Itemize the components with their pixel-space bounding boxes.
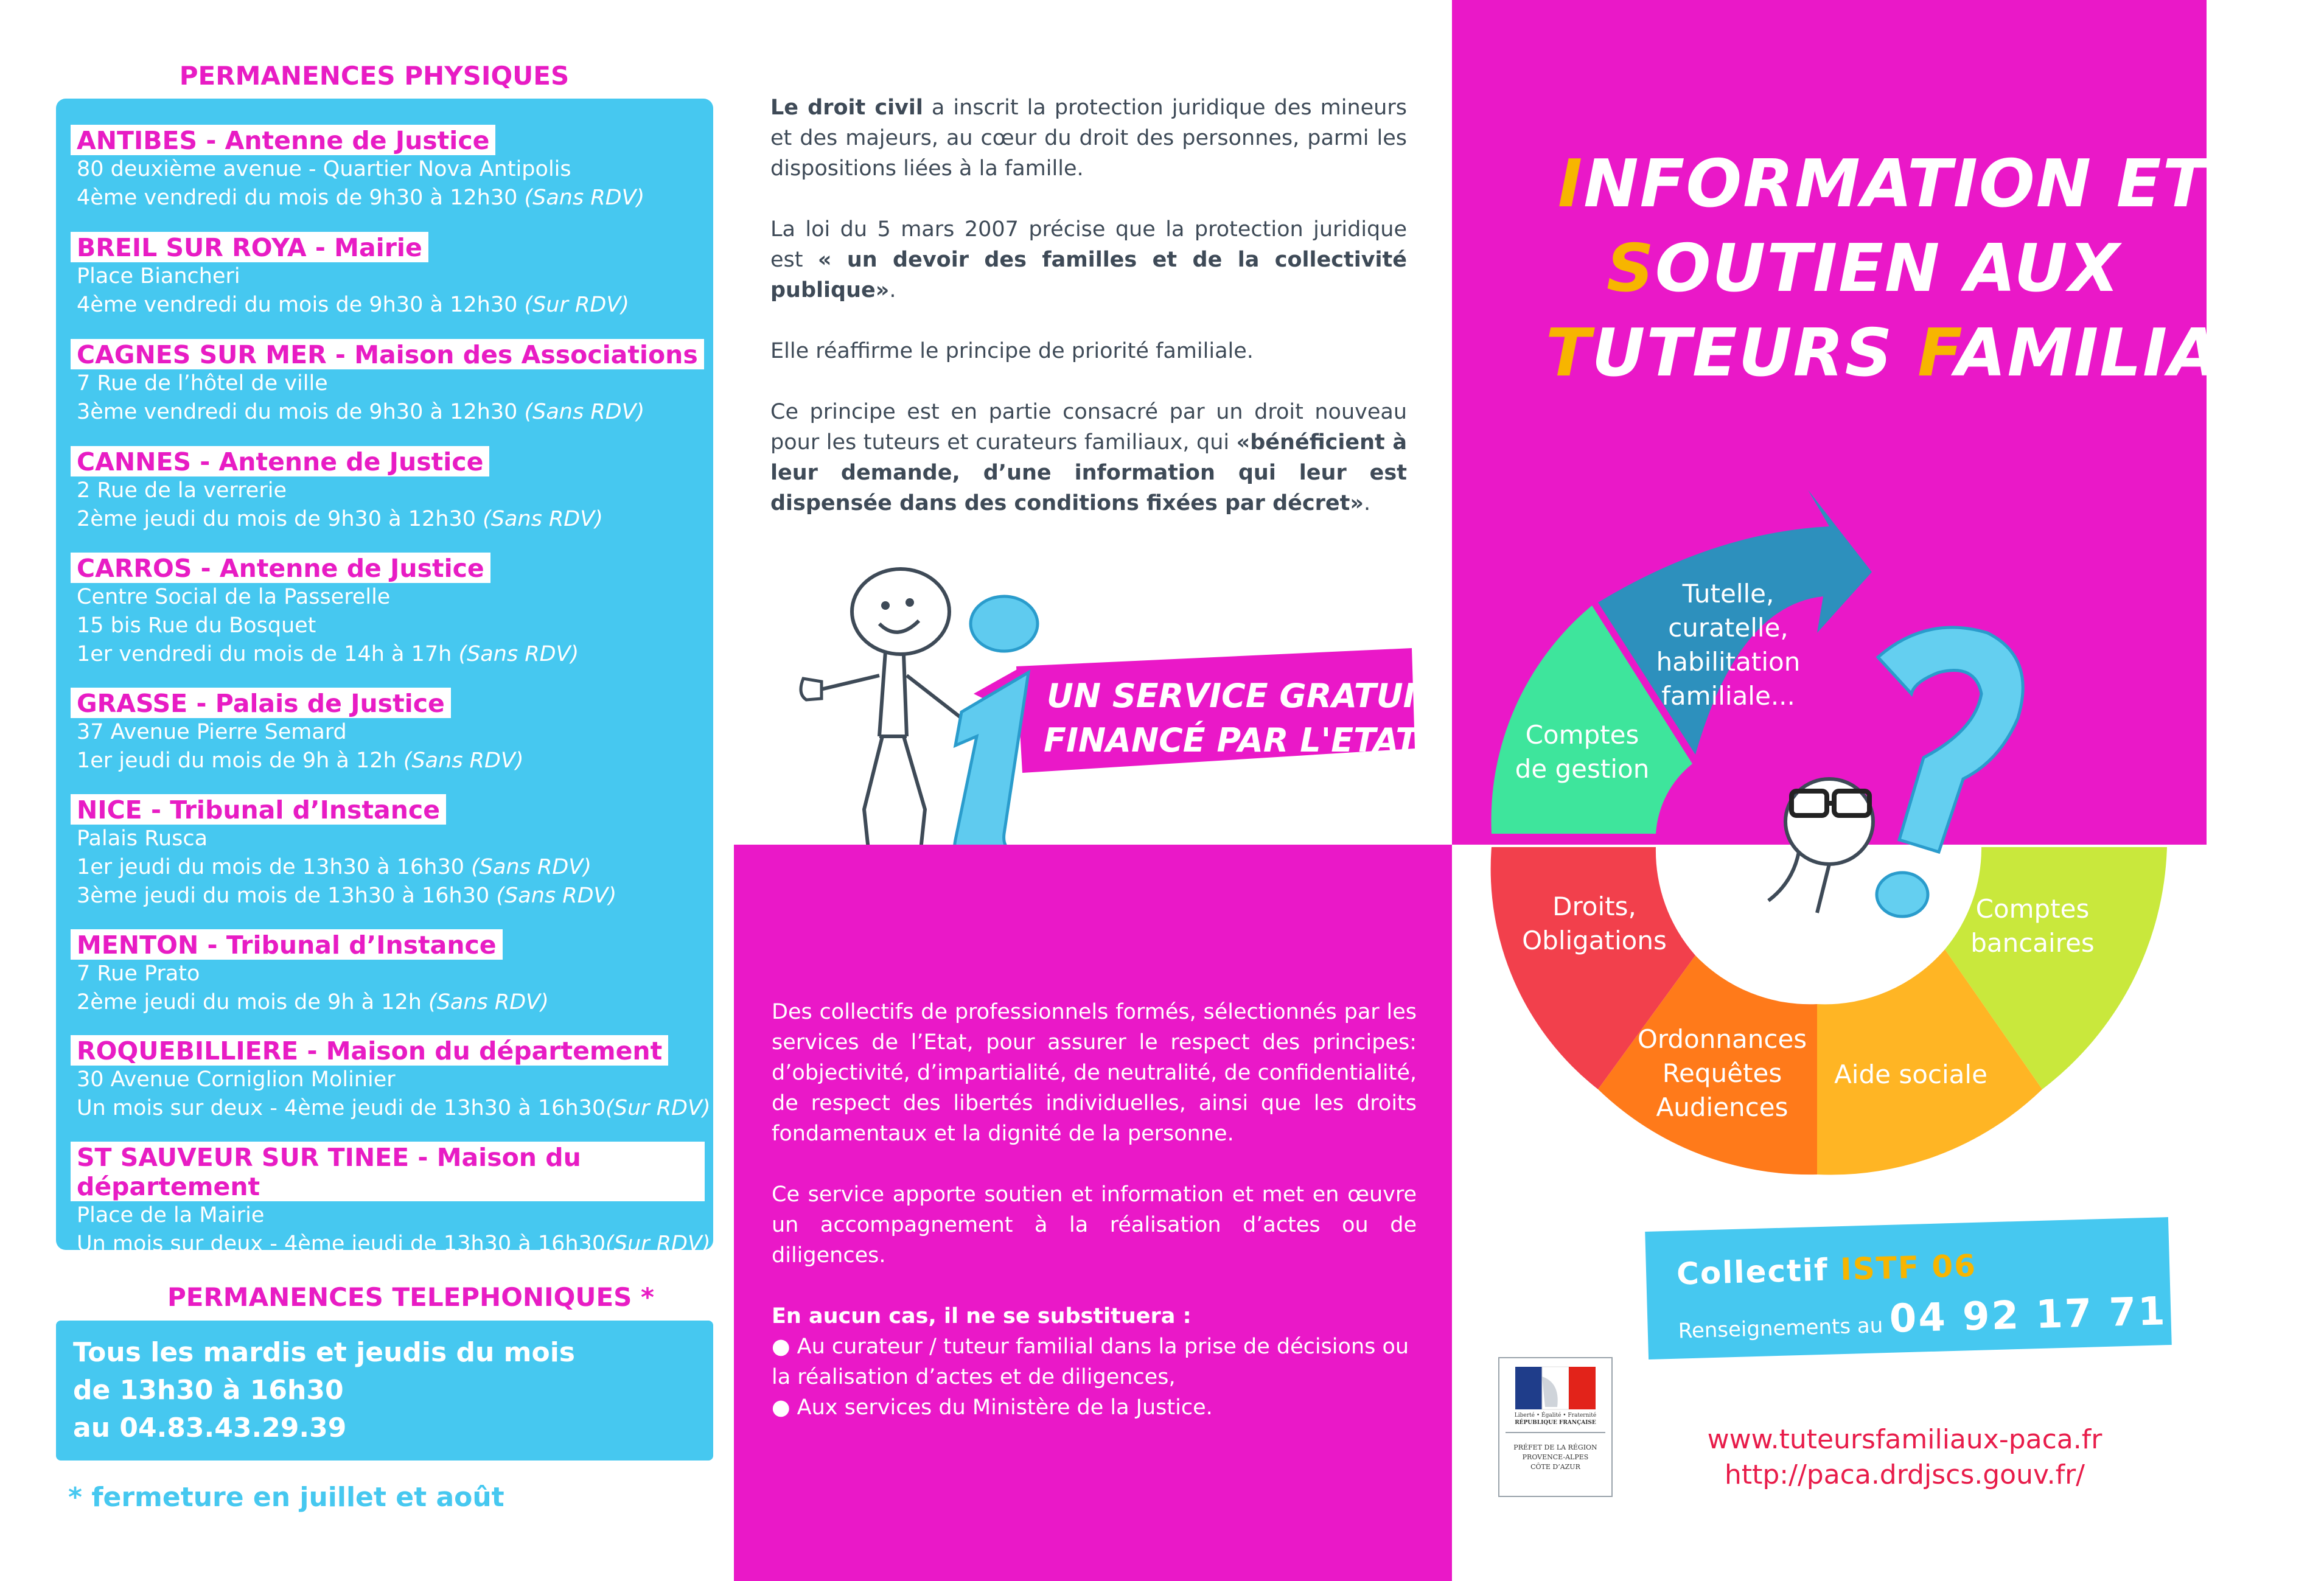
label-droits: Droits, Obligations (1522, 892, 1667, 955)
prefet-line-2: PROVENCE-ALPES (1522, 1453, 1589, 1461)
rdv-note: (Sans RDV) (471, 855, 591, 879)
rdv-note: (Sans RDV) (524, 400, 645, 424)
prefet-line-1: PRÉFET DE LA RÉGION (1513, 1443, 1597, 1451)
paragraph-principe: Ce principe est en partie consacré par un droit nouveau pour les tuteurs et curateurs familiaux, qui «bénéficient à leur demande, d’une information qui leur est dispensée dans des conditions fixées par décret». (770, 400, 1407, 515)
location-detail-text: 7 Rue Prato (77, 962, 200, 986)
location-detail-text: 30 Avenue Corniglion Molinier (77, 1067, 396, 1092)
tel-line: au 04.83.43.29.39 (73, 1412, 347, 1443)
location-name: ST SAUVEUR SUR TINEE - Maison du département (71, 1142, 705, 1201)
rdv-note: (Sans RDV) (496, 884, 617, 908)
prefet-logo (1498, 1357, 1613, 1497)
bullet-item: ● Aux services du Ministère de la Justice. (772, 1395, 1213, 1420)
location-detail (71, 155, 705, 184)
rdv-note: (Sans RDV) (524, 186, 645, 210)
location-detail-text: 1er vendredi du mois de 14h à 17h (77, 642, 459, 666)
location-detail (71, 612, 705, 640)
location-detail-text: 4ème vendredi du mois de 9h30 à 12h30 (77, 293, 525, 317)
location-detail-text: 2 Rue de la verrerie (77, 478, 287, 503)
location-detail-text: 7 Rue de l’hôtel de ville (77, 371, 328, 396)
location-detail (71, 583, 705, 612)
rdv-note: (Sans RDV) (403, 749, 524, 773)
location-detail (71, 1230, 711, 1258)
paragraph-aucun-cas: En aucun cas, il ne se substituera : (772, 1304, 1192, 1328)
telephone-title: PERMANENCES TELEPHONIQUES * (167, 1282, 655, 1312)
title-line-2: SOUTIEN AUX (1607, 231, 2121, 307)
location-detail-text: Place Biancheri (77, 264, 240, 288)
location-detail (71, 291, 705, 319)
location-name: CANNES - Antenne de Justice (71, 446, 489, 476)
location-name: CARROS - Antenne de Justice (71, 553, 490, 583)
location-detail-text: 15 bis Rue du Bosquet (77, 613, 316, 638)
telephone-box (56, 1321, 713, 1461)
location-detail (71, 505, 705, 534)
location-name: CAGNES SUR MER - Maison des Associations (71, 339, 704, 369)
location-detail (71, 398, 705, 427)
location-detail (71, 476, 705, 505)
paragraph-service: Ce service apporte soutien et information et met en œuvre un accompagnement à la réalisation d’actes ou de diligences. (772, 1182, 1417, 1268)
location-name: GRASSE - Palais de Justice (71, 688, 451, 718)
location-detail (71, 718, 705, 747)
location-detail (71, 184, 705, 212)
location-detail (71, 825, 705, 853)
location-block (71, 794, 705, 910)
label-comptes-bancaires: Comptes bancaires (1970, 894, 2095, 958)
prefet-line-3: CÔTE D’AZUR (1530, 1463, 1580, 1471)
location-block (71, 232, 705, 319)
main-title (1546, 146, 2324, 391)
marianne-logo (1499, 1358, 1611, 1496)
location-name: ROQUEBILLIERE - Maison du département (71, 1035, 668, 1066)
prefet-republique: RÉPUBLIQUE FRANÇAISE (1515, 1420, 1596, 1426)
location-detail-text: 4ème vendredi du mois de 9h30 à 12h30 (77, 186, 525, 210)
location-name: NICE - Tribunal d’Instance (71, 794, 446, 825)
intro-text (770, 92, 1407, 518)
rdv-note: (Sur RDV) (524, 293, 629, 317)
location-detail (71, 960, 705, 988)
location-detail-text: Place de la Mairie (77, 1203, 265, 1227)
location-detail-text: 2ème jeudi du mois de 9h30 à 12h30 (77, 507, 483, 531)
location-detail-text: 1er jeudi du mois de 9h à 12h (77, 749, 403, 773)
website-link[interactable]: www.tuteursfamiliaux-paca.fr (1707, 1424, 2102, 1455)
info-dot (971, 596, 1038, 651)
location-name: BREIL SUR ROYA - Mairie (71, 232, 428, 262)
banner-line-1: UN SERVICE GRATUIT (1047, 677, 1438, 715)
rdv-note: (Sur RDV) (605, 1232, 711, 1256)
location-detail-text: 37 Avenue Pierre Semard (77, 720, 347, 744)
location-detail (71, 369, 705, 398)
location-detail-text: 1er jeudi du mois de 13h30 à 16h30 (77, 855, 472, 879)
thumbs-up-icon (801, 679, 822, 700)
location-block (71, 1035, 711, 1123)
location-block (71, 688, 705, 775)
paragraph-collectifs: Des collectifs de professionnels formés, sélectionnés par les services de l’Etat, pour assurer le respect des principes: d’objectivité, d’impartialité, de neutralité, de confidentialité, de respect des libertés individuelles, ainsi que les droits fondamentaux et la dignité de la personne. (772, 1000, 1417, 1146)
banner-line-2: FINANCÉ PAR L'ETAT (1044, 721, 1418, 759)
title-line-3: TUTEURS FAMILIAUX (1546, 315, 2324, 391)
location-detail-text: 3ème vendredi du mois de 9h30 à 12h30 (77, 400, 525, 424)
location-block (71, 1142, 711, 1258)
rdv-note: (Sans RDV) (458, 642, 579, 666)
location-block (71, 929, 705, 1017)
rdv-note: (Sur RDV) (605, 1096, 711, 1120)
location-block (71, 553, 705, 669)
location-block (71, 446, 705, 534)
drdjscs-link[interactable]: http://paca.drdjscs.gouv.fr/ (1724, 1459, 2085, 1490)
bullet-item: ● Au curateur / tuteur familial dans la prise de décisions ou la réalisation d’actes et de diligences, (772, 1335, 1409, 1389)
footnote: * fermeture en juillet et août (68, 1482, 504, 1513)
rdv-note: (Sans RDV) (483, 507, 603, 531)
figure-eye-left (881, 601, 890, 610)
location-detail (71, 988, 705, 1017)
label-tutelle: Tutelle, curatelle, habilitation familiale... (1656, 579, 1801, 711)
location-detail-text: 3ème jeudi du mois de 13h30 à 16h30 (77, 884, 497, 908)
location-detail (71, 262, 705, 291)
location-detail-text: Un mois sur deux - 4ème jeudi de 13h30 à 16h30 (77, 1232, 606, 1256)
location-detail-text: 80 deuxième avenue - Quartier Nova Antipolis (77, 157, 571, 181)
location-detail-text: Palais Rusca (77, 826, 208, 851)
paragraph-droit-civil: Le droit civil a inscrit la protection juridique des mineurs et des majeurs, au cœur du droit des personnes, parmi les dispositions liées à la famille. (770, 96, 1407, 181)
collectif-box (1645, 1217, 2241, 1359)
location-name: MENTON - Tribunal d’Instance (71, 929, 503, 960)
label-aide-sociale: Aide sociale (1834, 1059, 1987, 1089)
figure-arms (815, 675, 961, 718)
figure-body (879, 651, 907, 736)
locations-box (56, 99, 713, 1256)
collectif-phone-line: Renseignements au 04 92 17 71 16 (1678, 1286, 2241, 1344)
tel-line: de 13h30 à 16h30 (73, 1375, 344, 1406)
question-dot (1877, 873, 1928, 916)
collectif-title: Collectif ISTF 06 (1676, 1248, 1977, 1292)
location-detail (71, 882, 705, 910)
location-detail (71, 1066, 705, 1094)
paragraph-loi: La loi du 5 mars 2007 précise que la protection juridique est « un devoir des familles et de la collectivité publique». (770, 217, 1407, 302)
figure-head (852, 569, 949, 654)
location-block (71, 339, 705, 427)
tel-line: Tous les mardis et jeudis du mois (73, 1337, 575, 1368)
location-detail (71, 1094, 711, 1123)
location-detail-text: Un mois sur deux - 4ème jeudi de 13h30 à 16h30 (77, 1096, 606, 1120)
label-comptes-gestion: Comptes de gestion (1515, 720, 1650, 784)
question-mark-icon (1878, 627, 2023, 852)
rdv-note: (Sans RDV) (428, 990, 549, 1014)
location-detail (71, 853, 705, 882)
location-detail-text: 2ème jeudi du mois de 9h à 12h (77, 990, 429, 1014)
figure-eye-right (906, 598, 914, 607)
location-detail (71, 747, 705, 775)
location-name: ANTIBES - Antenne de Justice (71, 125, 495, 155)
location-detail-text: Centre Social de la Passerelle (77, 585, 391, 609)
location-detail (71, 1201, 705, 1230)
label-ordonnances: Ordonnances Requêtes Audiences (1637, 1024, 1807, 1122)
prefet-motto: Liberté • Égalité • Fraternité (1514, 1412, 1597, 1419)
location-detail (71, 640, 705, 669)
paragraph-priorite: Elle réaffirme le principe de priorité familiale. (770, 339, 1254, 363)
middle-magenta-panel (734, 845, 1452, 1581)
title-line-1: INFORMATION ET (1558, 146, 2209, 222)
physical-title: PERMANENCES PHYSIQUES (179, 61, 570, 91)
location-block (71, 125, 705, 212)
